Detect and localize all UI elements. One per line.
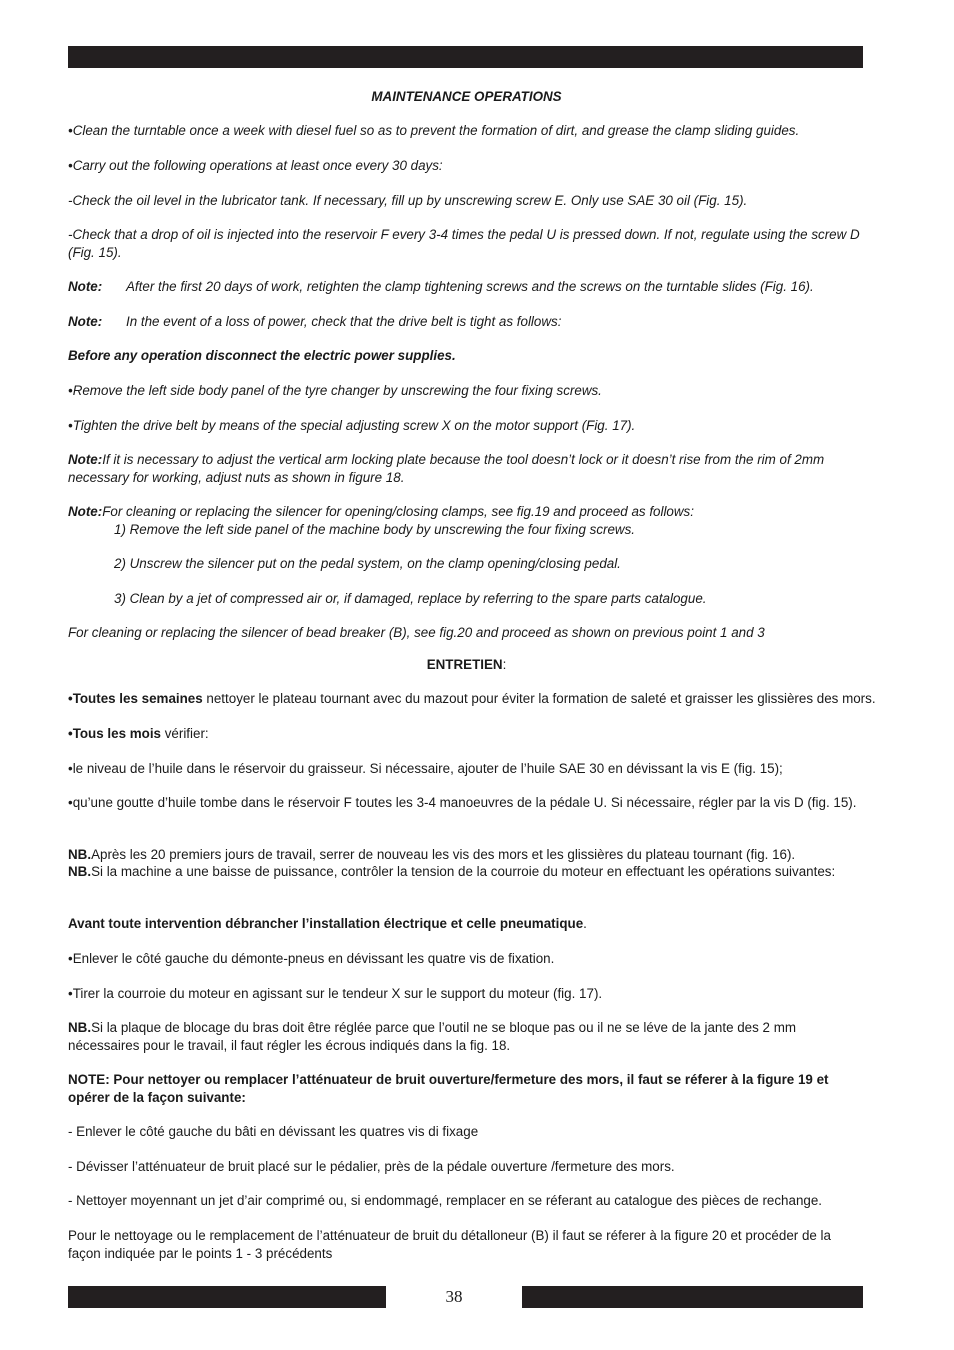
footer-bar-left (68, 1286, 386, 1308)
fr-paragraph-3: •le niveau de l’huile dans le réservoir du graisseur. Si nécessaire, ajouter de l’huile SAE 30 en dévissant la vis E (fig. 15); (68, 761, 783, 776)
nb-text: Après les 20 premiers jours de travail, serrer de nouveau les vis des mors et les glissières du plateau tournant (fig. 16). (91, 847, 796, 862)
en-paragraph-1: •Clean the turntable once a week with diesel fuel so as to prevent the formation of dirt, and grease the clamp sliding guides. (68, 123, 800, 138)
nb-label: NB. (68, 864, 92, 879)
en-warning: Before any operation disconnect the electric power supplies. (68, 348, 456, 363)
en-note-2 (68, 313, 865, 331)
note-label: Note: (68, 314, 103, 329)
fr-step-2: - Dévisser l’atténuateur de bruit placé sur le pédalier, près de la pédale ouverture /fermeture des mors. (68, 1159, 675, 1174)
fr-bullet-2-bold: •Tous les mois (68, 726, 161, 741)
header-bar (68, 46, 863, 68)
en-paragraph-3: -Check the oil level in the lubricator tank. If necessary, fill up by unscrewing screw E. Only use SAE 30 oil (Fig. 15). (68, 193, 748, 208)
fr-warning-end: . (583, 916, 587, 931)
fr-bullet-1-bold: •Toutes les semaines (68, 691, 203, 706)
fr-step-3: - Nettoyer moyennant un jet d’air comprimé ou, si endommagé, remplacer en se réferant au catalogue des pièces de rechange. (68, 1193, 823, 1208)
fr-bullet-1 (68, 690, 887, 708)
nb-label: NB. (68, 1020, 92, 1035)
en-step-3: 3) Clean by a jet of compressed air or, if damaged, replace by referring to the spare parts catalogue. (114, 591, 707, 606)
fr-title (68, 656, 865, 674)
en-note-4 (68, 503, 865, 521)
fr-paragraph-5: •Enlever le côté gauche du démonte-pneus en dévissant les quatre vis de fixation. (68, 951, 555, 966)
note-text: In the event of a loss of power, check that the drive belt is tight as follows: (126, 314, 562, 329)
note-label: Note: (68, 452, 103, 467)
en-title: MAINTENANCE OPERATIONS (371, 89, 562, 104)
page-number: 38 (445, 1287, 463, 1306)
en-paragraph-4: -Check that a drop of oil is injected into the reservoir F every 3-4 times the pedal U is pressed down. If not, regulate using the screw D (Fig. 15). (68, 227, 860, 260)
fr-paragraph-6: •Tirer la courroie du moteur en agissant sur le tendeur X sur le support du moteur (fig. 17). (68, 986, 603, 1001)
fr-nb-2 (68, 863, 865, 881)
en-note-3 (68, 451, 865, 486)
note-text: After the first 20 days of work, retighten the clamp tightening screws and the screws on the turntable slides (Fig. 16). (126, 279, 814, 294)
fr-bullet-2-text: vérifier: (161, 726, 209, 741)
en-paragraph-5: •Remove the left side body panel of the tyre changer by unscrewing the four fixing screws. (68, 383, 602, 398)
en-note-1 (68, 278, 865, 296)
en-paragraph-2: •Carry out the following operations at least once every 30 days: (68, 158, 443, 173)
fr-paragraph-4: •qu’une goutte d’huile tombe dans le réservoir F toutes les 3-4 manoeuvres de la pédale U. Si nécessaire, régler par la vis D (fig. 15). (68, 795, 857, 810)
en-step-1: 1) Remove the left side panel of the machine body by unscrewing the four fixing screws. (114, 522, 636, 537)
fr-note: NOTE: Pour nettoyer ou remplacer l’atténuateur de bruit ouverture/fermeture des mors, il faut se réferer à la figure 19 et opérer de la façon suivante: (68, 1072, 829, 1105)
en-step-2: 2) Unscrew the silencer put on the pedal system, on the clamp opening/closing pedal. (114, 556, 621, 571)
note-text: If it is necessary to adjust the vertical arm locking plate because the tool doesn’t lock or it doesn’t rise from the rim of 2mm necessary for working, adjust nuts as shown in figure 18. (68, 452, 825, 485)
fr-title-text: ENTRETIEN (426, 657, 503, 672)
note-text: For cleaning or replacing the silencer for opening/closing clamps, see fig.19 and proceed as follows: (102, 504, 694, 519)
footer-bar-right (522, 1286, 863, 1308)
en-paragraph-6: •Tighten the drive belt by means of the special adjusting screw X on the motor support (Fig. 17). (68, 418, 636, 433)
fr-title-colon: : (502, 657, 507, 672)
note-label: Note: (68, 504, 103, 519)
fr-warning-text: Avant toute intervention débrancher l’installation électrique et celle pneumatique (68, 916, 584, 931)
fr-step-1: - Enlever le côté gauche du bâti en dévissant les quatres vis di fixage (68, 1124, 479, 1139)
fr-paragraph-7: Pour le nettoyage ou le remplacement de l’atténuateur de bruit du détalloneur (B) il faut se réferer à la figure 20 et procéder de la façon indiquée par le points 1 - 3 précédents (68, 1228, 831, 1261)
note-label: Note: (68, 279, 103, 294)
fr-bullet-1-text: nettoyer le plateau tournant avec du mazout pour éviter la formation de saleté et graisser les glissières des mors. (202, 691, 876, 706)
en-paragraph-7: For cleaning or replacing the silencer of bead breaker (B), see fig.20 and proceed as shown on previous point 1 and 3 (68, 625, 765, 640)
fr-nb-3 (68, 1019, 865, 1054)
nb-text: Si la machine a une baisse de puissance, contrôler la tension de la courroie du moteur en effectuant les opérations suivantes: (91, 864, 836, 879)
fr-warning (68, 915, 865, 933)
fr-nb-1 (68, 846, 865, 864)
fr-bullet-2 (68, 725, 865, 743)
nb-label: NB. (68, 847, 92, 862)
nb-text: Si la plaque de blocage du bras doit être réglée parce que l’outil ne se bloque pas ou il ne se léve de la jante des 2 mm nécessaires pour le travail, il faut régler les écrous indiqués dans la fig. 18. (68, 1020, 797, 1053)
